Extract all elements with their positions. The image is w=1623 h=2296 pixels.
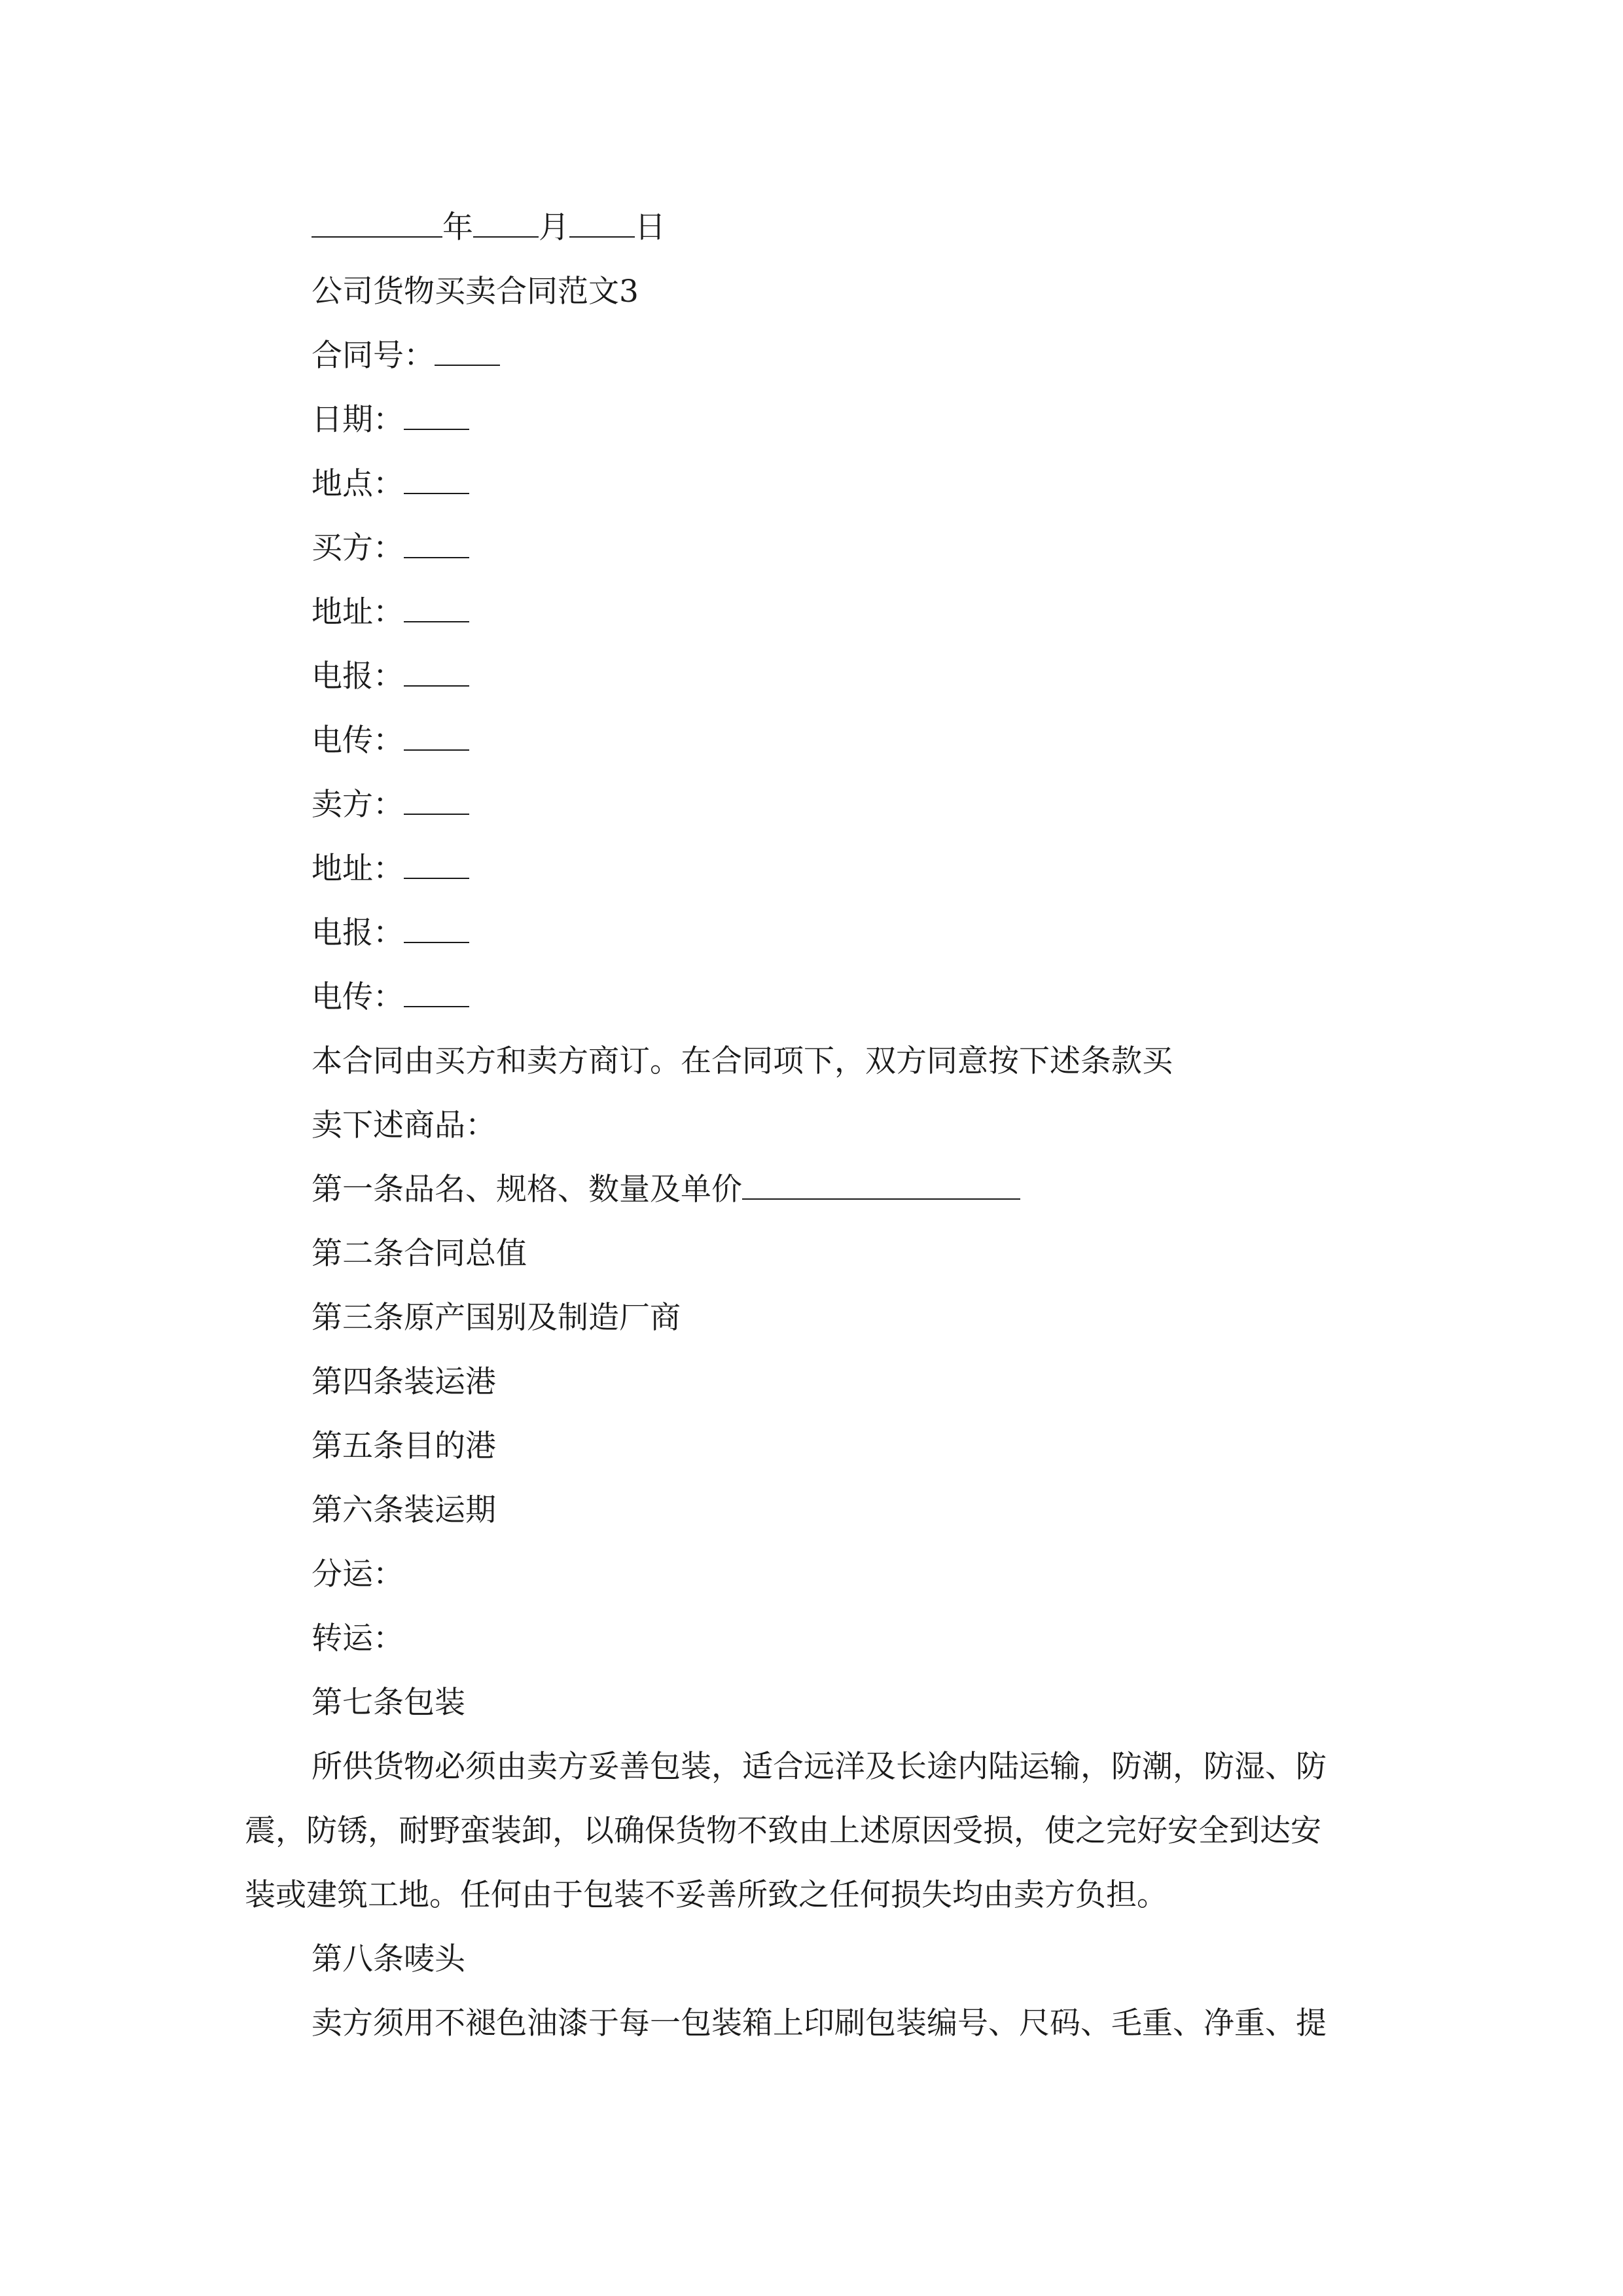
field-label: 电报： [312,658,404,694]
field-label: 电报： [312,915,404,951]
contract-number-line [312,336,500,376]
article-4: 第四条装运港 [312,1364,496,1400]
field-blank [404,874,469,879]
field-label: 电传： [312,979,404,1015]
article-1-title: 第一条品名、规格、数量及单价 [312,1172,742,1208]
field-label: 地点： [312,466,404,502]
field-place [312,465,469,504]
field-blank [404,681,469,687]
date-line [312,208,666,247]
field-label: 地址： [312,594,404,630]
field-blank [404,810,469,815]
article-3: 第三条原产国别及制造厂商 [312,1300,681,1336]
field-label: 地址： [312,851,404,887]
year-label: 年 [442,209,473,245]
field-buyer [312,529,469,568]
field-blank [404,489,469,494]
article-7-text-line-1: 所供货物必须由卖方妥善包装，适合远洋及长途内陆运输，防潮，防湿、防 [312,1749,1327,1785]
field-blank [404,1002,469,1007]
article-7-text-line-2: 震，防锈，耐野蛮装卸，以确保货物不致由上述原因受损，使之完好安全到达安 [245,1813,1321,1849]
article-8-text-line-1: 卖方须用不褪色油漆于每一包装箱上印刷包装编号、尺码、毛重、净重、提 [312,2005,1327,2041]
intro-line-1: 本合同由买方和卖方商订。在合同项下，双方同意按下述条款买 [312,1043,1173,1079]
article-1 [312,1170,1020,1210]
document-title: 公司货物买卖合同范文3 [312,274,639,310]
contract-number-blank [435,361,500,366]
field-blank [404,938,469,943]
month-label: 月 [539,209,569,245]
field-buyer-telegram [312,657,469,696]
field-blank [404,425,469,430]
field-buyer-telex [312,721,469,761]
intro-line-2: 卖下述商品： [312,1107,496,1143]
field-buyer-address [312,593,469,632]
field-blank [404,553,469,558]
field-blank [404,617,469,622]
article-7: 第七条包装 [312,1685,465,1721]
article-7-text-line-3: 装或建筑工地。任何由于包装不妥善所致之任何损失均由卖方负担。 [245,1877,1168,1913]
field-label: 电传： [312,723,404,759]
field-seller-telegram [312,914,469,953]
article-8: 第八条唛头 [312,1941,465,1977]
day-label: 日 [635,209,666,245]
month-blank [473,232,539,238]
day-blank [569,232,635,238]
field-label: 日期： [312,402,404,438]
field-seller-telex [312,978,469,1017]
year-blank [312,232,442,238]
contract-number-label: 合同号： [312,338,435,374]
field-blank [404,745,469,751]
field-label: 买方： [312,530,404,566]
field-date [312,401,469,440]
field-label: 卖方： [312,787,404,823]
transshipment: 转运： [312,1621,404,1657]
partial-shipment: 分运： [312,1556,404,1592]
article-1-blank [742,1194,1020,1200]
article-5: 第五条目的港 [312,1428,496,1464]
article-2: 第二条合同总值 [312,1236,527,1272]
field-seller-address [312,850,469,889]
field-seller [312,785,469,825]
article-6: 第六条装运期 [312,1492,496,1528]
